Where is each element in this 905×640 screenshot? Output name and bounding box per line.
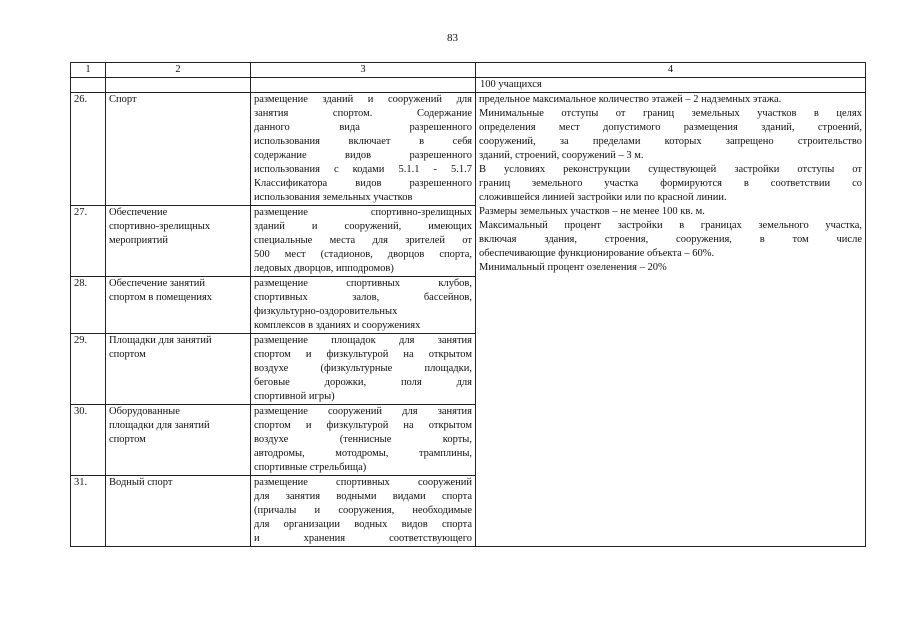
land-use-description: [251, 334, 476, 405]
land-use-name: [106, 334, 251, 405]
description-line: использования земельных участков: [254, 192, 413, 203]
land-use-name-line: Обеспечение занятий: [109, 278, 205, 289]
land-use-name: [106, 405, 251, 476]
table-cell: [71, 78, 106, 93]
requirement-line: Размеры земельных участков – не менее 100 кв. м.: [479, 206, 705, 217]
land-use-description: [251, 206, 476, 277]
land-use-name: Спорт: [106, 93, 251, 206]
description-line: и хранения соответствующего: [254, 533, 472, 544]
row-number: 30.: [71, 405, 106, 476]
description-line: размещение площадок для занятия: [254, 335, 472, 346]
description-line: использования с кодами 5.1.1 - 5.1.7: [254, 164, 472, 175]
description-line: спортивной игры): [254, 391, 335, 402]
land-use-description: [251, 93, 476, 206]
table-cell: [251, 78, 476, 93]
land-use-name-line: спортом в помещениях: [109, 292, 213, 303]
description-line: воздухе (теннисные корты,: [254, 434, 472, 445]
description-line: размещение спортивно-зрелищных: [254, 207, 472, 218]
description-line: комплексов в зданиях и сооружениях: [254, 320, 421, 331]
table-row: [71, 93, 866, 206]
requirement-line: Максимальный процент застройки в границах земельного участка,: [479, 220, 862, 231]
description-line: физкультурно-оздоровительных: [254, 306, 398, 317]
row-number: 26.: [71, 93, 106, 206]
row-number: 27.: [71, 206, 106, 277]
description-line: воздухе (физкультурные площадки,: [254, 363, 472, 374]
requirement-line: зданий, строений, сооружений – 3 м.: [479, 150, 644, 161]
description-line: 500 мест (стадионов, дворцов спорта,: [254, 249, 472, 260]
requirement-line: предельное максимальное количество этажей – 2 надземных этажа.: [479, 94, 782, 105]
description-line: спортивные стрельбища): [254, 462, 367, 473]
requirement-line: обеспечивающие функционирование объекта – 60%.: [479, 248, 715, 259]
description-line: ледовых дворцов, ипподромов): [254, 263, 394, 274]
description-line: спортивных залов, бассейнов,: [254, 292, 472, 303]
requirement-line: Минимальный процент озеленения – 20%: [479, 262, 667, 273]
page-number: 83: [447, 32, 458, 44]
row-number: 31.: [71, 476, 106, 547]
land-use-name: [106, 206, 251, 277]
land-use-name-line: Водный спорт: [109, 477, 173, 488]
description-line: размещение спортивных сооружений: [254, 477, 472, 488]
description-line: содержание видов разрешенного: [254, 150, 472, 161]
land-use-description: [251, 277, 476, 334]
land-use-name: [106, 476, 251, 547]
description-line: размещение зданий и сооружений для: [254, 94, 472, 105]
requirement-line: определения мест допустимого размещения зданий, строений,: [479, 122, 862, 133]
row-number: 28.: [71, 277, 106, 334]
continued-requirement: 100 учащихся: [476, 78, 866, 93]
description-line: спортом и физкультурой на открытом: [254, 349, 472, 360]
table-cell: [106, 78, 251, 93]
land-use-name-line: спортом: [109, 349, 146, 360]
land-use-name-line: площадки для занятий: [109, 420, 210, 431]
header-cell: 4: [476, 63, 866, 78]
description-line: зданий и сооружений, имеющих: [254, 221, 472, 232]
description-line: размещение сооружений для занятия: [254, 406, 472, 417]
description-line: для занятия водными видами спорта: [254, 491, 472, 502]
land-use-name: [106, 277, 251, 334]
description-line: для организации водных видов спорта: [254, 519, 472, 530]
requirement-line: сложившейся линией застройки или по красной линии.: [479, 192, 727, 203]
description-line: автодромы, мотодромы, трамплины,: [254, 448, 472, 459]
land-use-name-line: Площадки для занятий: [109, 335, 212, 346]
land-use-name-line: мероприятий: [109, 235, 168, 246]
requirement-line: границ земельного участка формируются в соответствии со: [479, 178, 862, 189]
description-line: использования включает в себя: [254, 136, 472, 147]
description-line: беговые дорожки, поля для: [254, 377, 472, 388]
description-line: данного вида разрешенного: [254, 122, 472, 133]
description-line: размещение спортивных клубов,: [254, 278, 472, 289]
land-use-name-line: спортивно-зрелищных: [109, 221, 211, 232]
description-line: (причалы и сооружения, необходимые: [254, 505, 472, 516]
description-line: спортом и физкультурой на открытом: [254, 420, 472, 431]
description-line: специальные места для зрителей от: [254, 235, 472, 246]
land-use-name-line: Оборудованные: [109, 406, 180, 417]
requirement-line: сооружений, за пределами которых запрещено строительство: [479, 136, 862, 147]
table-header-row: [71, 63, 866, 78]
header-cell: 2: [106, 63, 251, 78]
land-use-description: [251, 405, 476, 476]
description-line: Классификатора видов разрешенного: [254, 178, 472, 189]
header-cell: 1: [71, 63, 106, 78]
land-use-name-line: спортом: [109, 434, 146, 445]
requirement-line: включая здания, строения, сооружения, в том числе: [479, 234, 862, 245]
continuation-row: [71, 78, 866, 93]
land-use-description: [251, 476, 476, 547]
requirement-line: Минимальные отступы от границ земельных участков в целях: [479, 108, 862, 119]
header-cell: 3: [251, 63, 476, 78]
row-number: 29.: [71, 334, 106, 405]
description-line: занятия спортом. Содержание: [254, 108, 472, 119]
requirements-cell: [476, 93, 866, 547]
land-use-name-line: Обеспечение: [109, 207, 168, 218]
requirement-line: В условиях реконструкции существующей застройки отступы от: [479, 164, 862, 175]
zoning-table: [70, 62, 866, 547]
